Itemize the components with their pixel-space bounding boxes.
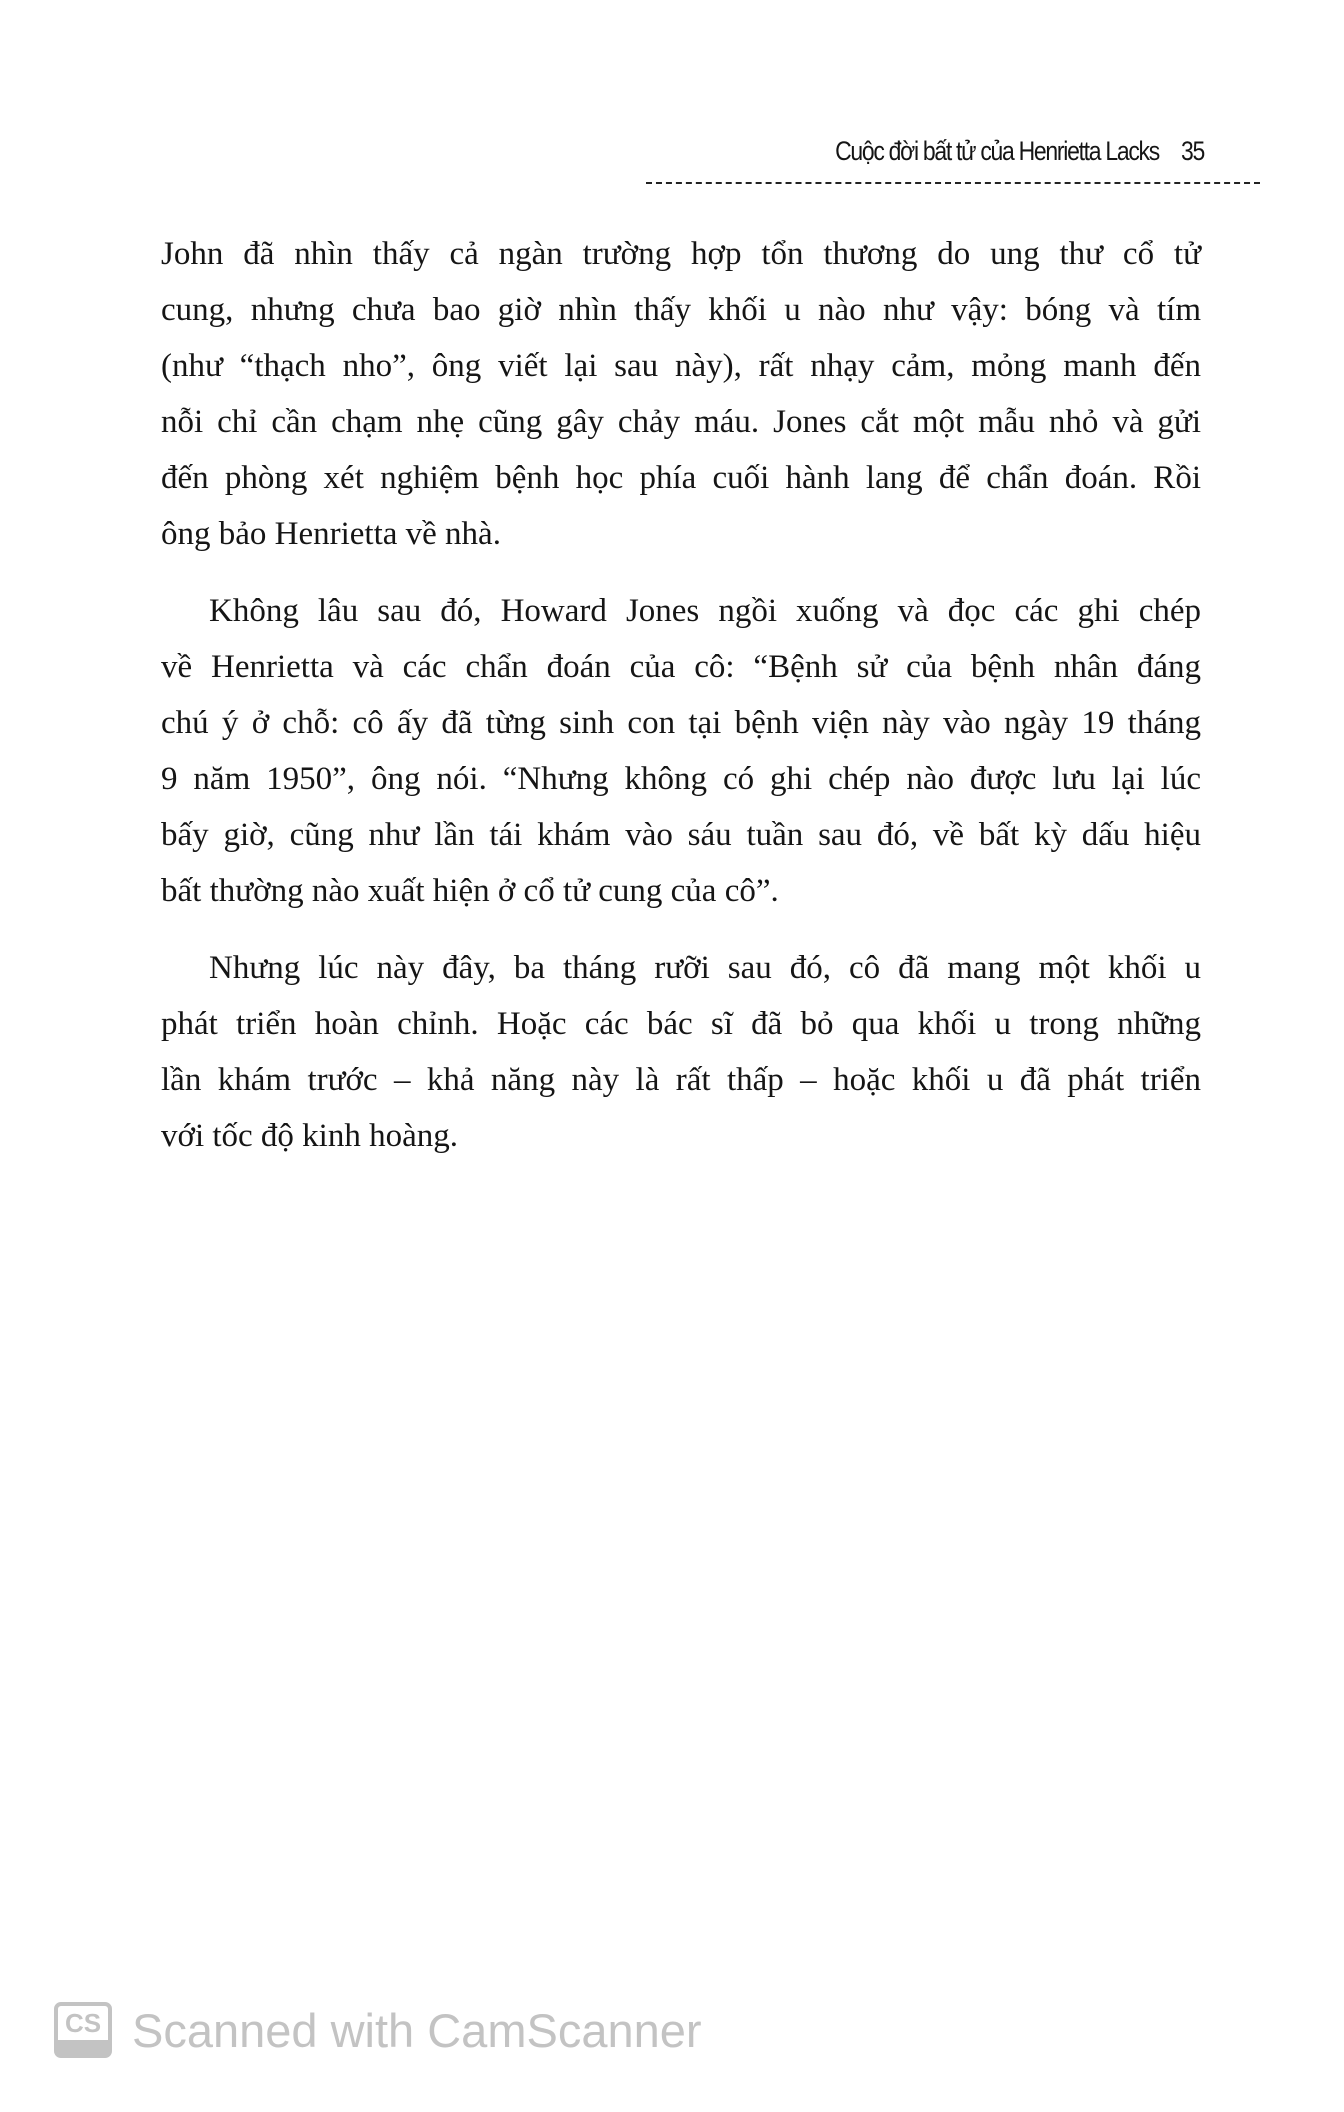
text-line: bấy giờ, cũng như lần tái khám vào sáu tuần sau đó, về bất kỳ dấu hiệu	[161, 817, 1201, 853]
text-line: lần khám trước – khả năng này là rất thấp – hoặc khối u đã phát triển	[161, 1062, 1201, 1098]
paragraph	[161, 583, 1201, 919]
book-title: Cuộc đời bất tử của Henrietta Lacks	[835, 136, 1159, 166]
text-line: về Henrietta và các chẩn đoán của cô: “Bệnh sử của bệnh nhân đáng	[161, 649, 1201, 685]
camscanner-logo-icon	[54, 2002, 112, 2058]
text-line: 9 năm 1950”, ông nói. “Nhưng không có ghi chép nào được lưu lại lúc	[161, 761, 1201, 797]
text-line: đến phòng xét nghiệm bệnh học phía cuối hành lang để chẩn đoán. Rồi	[161, 460, 1201, 496]
text-line: cung, nhưng chưa bao giờ nhìn thấy khối u nào như vậy: bóng và tím	[161, 292, 1201, 328]
body-text	[161, 226, 1201, 1185]
text-line: (như “thạch nho”, ông viết lại sau này), rất nhạy cảm, mỏng manh đến	[161, 348, 1201, 384]
header-dashed-rule	[646, 182, 1260, 184]
text-line: bất thường nào xuất hiện ở cổ tử cung của cô”.	[161, 873, 779, 909]
camscanner-watermark	[54, 2002, 702, 2058]
paragraph	[161, 940, 1201, 1164]
text-line: John đã nhìn thấy cả ngàn trường hợp tổn thương do ung thư cổ tử	[161, 236, 1201, 272]
watermark-text: Scanned with CamScanner	[132, 2003, 702, 2057]
text-line: phát triển hoàn chỉnh. Hoặc các bác sĩ đã bỏ qua khối u trong những	[161, 1006, 1201, 1042]
text-line: chú ý ở chỗ: cô ấy đã từng sinh con tại bệnh viện này vào ngày 19 tháng	[161, 705, 1201, 741]
logo-label: CS	[64, 2008, 102, 2038]
running-header	[835, 136, 1204, 167]
page-number: 35	[1181, 136, 1204, 166]
text-line: với tốc độ kinh hoàng.	[161, 1118, 458, 1154]
text-line: nỗi chỉ cần chạm nhẹ cũng gây chảy máu. Jones cắt một mẫu nhỏ và gửi	[161, 404, 1201, 440]
text-line: ông bảo Henrietta về nhà.	[161, 516, 501, 552]
paragraph	[161, 226, 1201, 562]
text-line: Nhưng lúc này đây, ba tháng rưỡi sau đó, cô đã mang một khối u	[209, 950, 1201, 986]
text-line: Không lâu sau đó, Howard Jones ngồi xuống và đọc các ghi chép	[209, 593, 1201, 629]
